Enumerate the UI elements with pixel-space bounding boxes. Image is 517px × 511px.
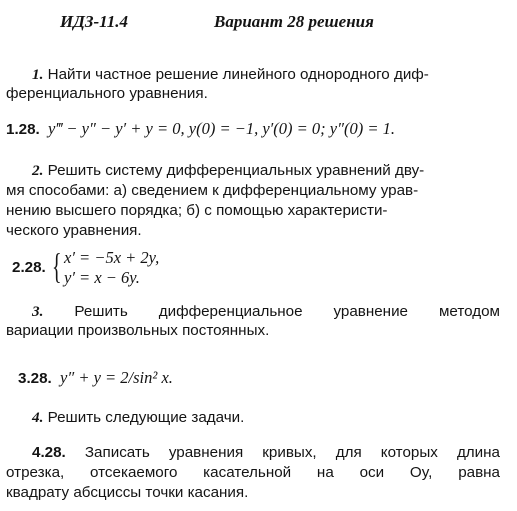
task1-text-line2: ференциального уравнения.: [6, 85, 208, 102]
task4-text-line2: Записать уравнения кривых, для которых длина: [84, 444, 500, 461]
task2-text-line4: ческого уравнения.: [6, 222, 142, 239]
task3-line1: [32, 303, 500, 321]
task3-equation: y″ + y = 2/sin² x.: [60, 368, 173, 387]
task3-number: 3.: [32, 303, 44, 320]
task3-text-line1: Решить дифференциальное уравнение методом: [74, 303, 500, 320]
task4-text-line1: Решить следующие задачи.: [47, 409, 245, 426]
task4-number: 4.: [32, 409, 44, 426]
task1-number: 1.: [32, 66, 44, 83]
problem-label-4-28: 4.28.: [32, 444, 66, 461]
task2-equation-2: y′ = x − 6y.: [64, 268, 140, 287]
task4-line1: [32, 409, 244, 427]
task1-text-line1: Найти частное решение линейного однородного диф-: [47, 66, 429, 83]
task2-equation-1: x′ = −5x + 2y,: [64, 248, 160, 267]
task3-text-line2: вариации произвольных постоянных.: [6, 322, 270, 339]
task1-line1: [32, 66, 429, 84]
problem-label-2-28: 2.28.: [12, 259, 46, 276]
task3-problem: [18, 369, 173, 388]
task4-text-line3: отрезка, отсекаемого касательной на оси Oy, равна: [6, 464, 500, 481]
task2-text-line3: нению высшего порядка; б) с помощью характеристи-: [6, 202, 388, 219]
problem-label-3-28: 3.28.: [18, 370, 52, 387]
task1-problem: [6, 120, 395, 139]
task2-line1: [32, 162, 424, 180]
doc-code: ИДЗ-11.4: [60, 12, 128, 31]
task4-problem-line1: [32, 444, 500, 462]
task4-text-line4: квадрату абсциссы точки касания.: [6, 484, 249, 501]
task2-text-line1: Решить систему дифференциальных уравнений дву-: [47, 162, 425, 179]
system-brace: {: [52, 246, 62, 286]
task1-equation: y‴ − y″ − y′ + y = 0, y(0) = −1, y′(0) = 0; y″(0) = 1.: [48, 119, 395, 138]
task2-number: 2.: [32, 162, 44, 179]
problem-label-1-28: 1.28.: [6, 121, 40, 138]
task2-text-line2: мя способами: а) сведением к дифференциальному урав-: [6, 182, 419, 199]
variant-title: Вариант 28 решения: [214, 12, 374, 31]
